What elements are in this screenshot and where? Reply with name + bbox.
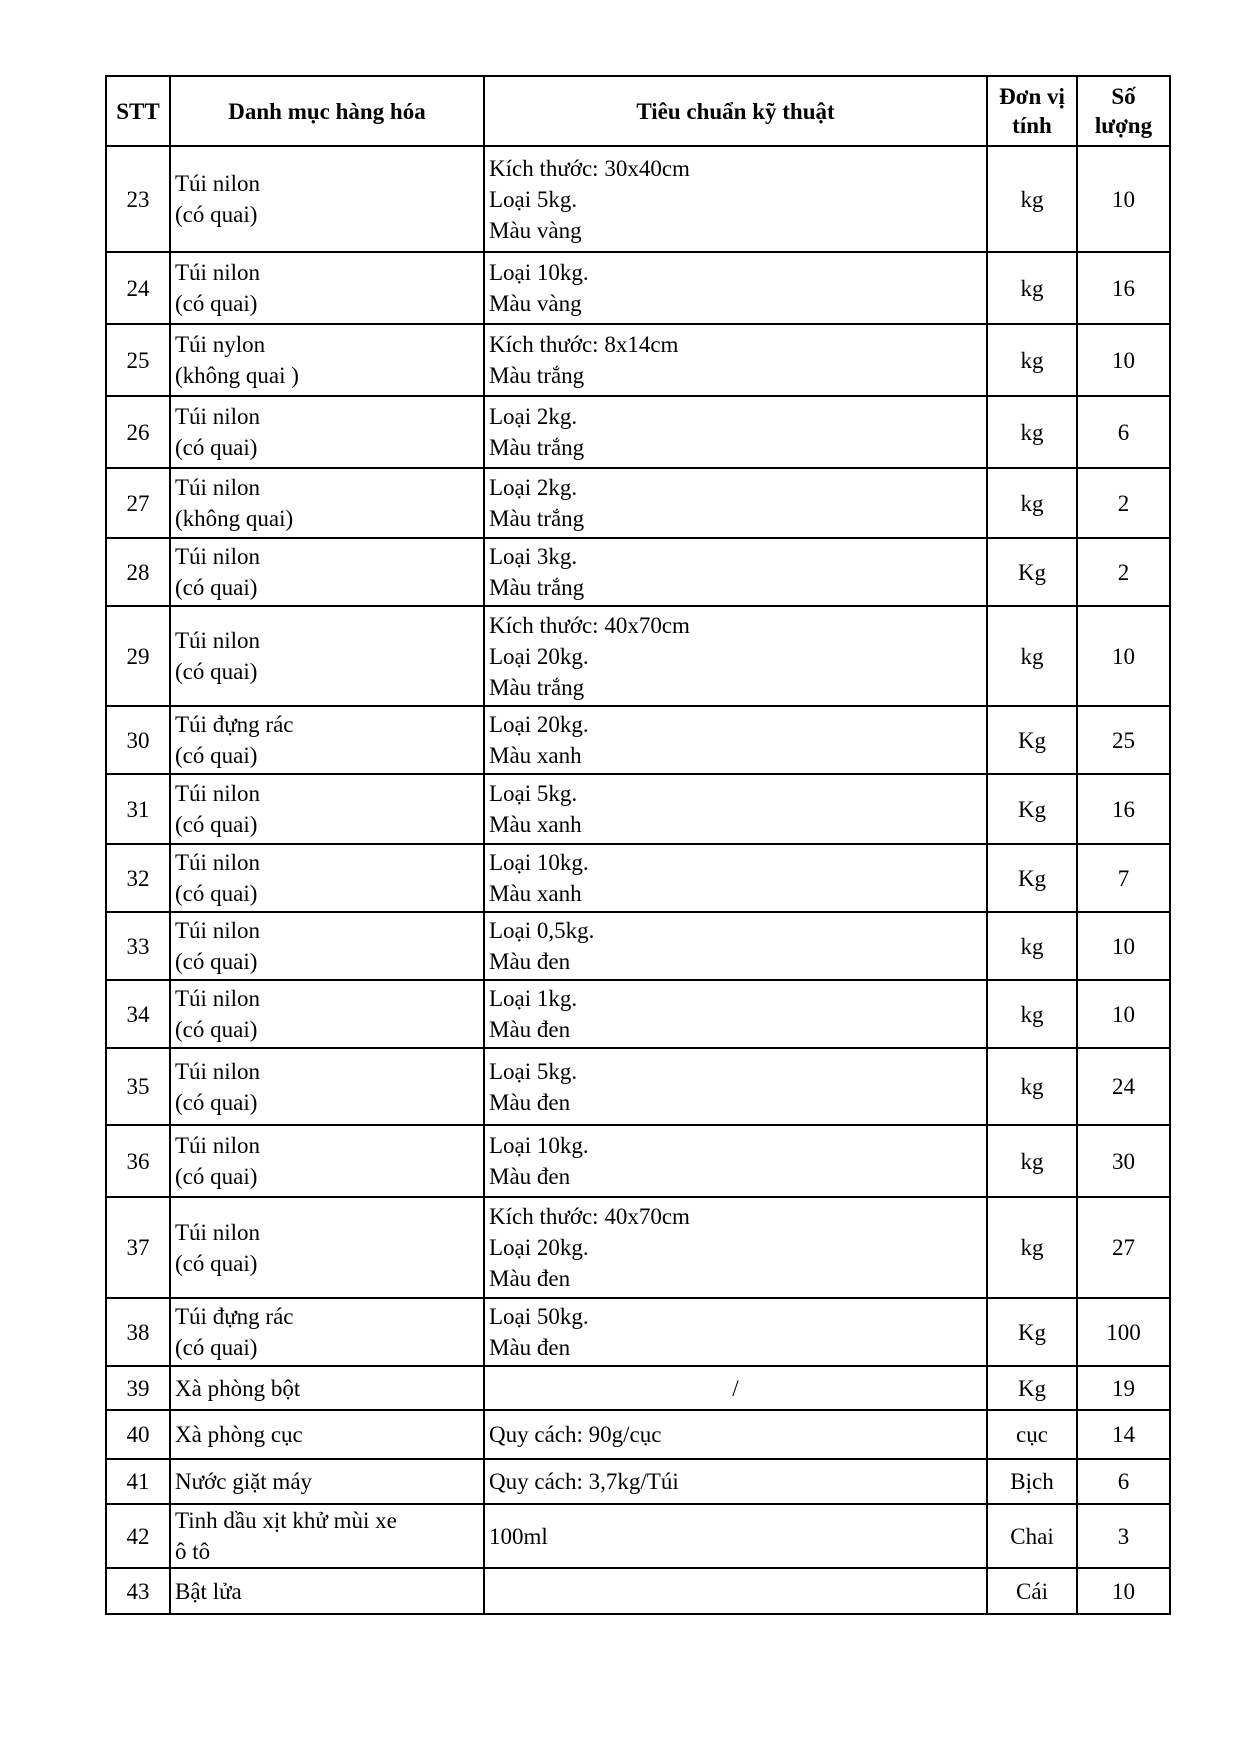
table-row (106, 774, 1170, 844)
table-row (106, 1197, 1170, 1298)
row-unit: kg (987, 252, 1077, 324)
row-spec (484, 1048, 987, 1125)
row-spec-line: Màu xanh (489, 812, 582, 837)
row-spec-line: 100ml (489, 1523, 548, 1549)
row-name-line: (có quai) (175, 1017, 258, 1042)
table-row (106, 324, 1170, 396)
row-qty: 6 (1077, 396, 1170, 468)
row-spec-line: Loại 20kg. (489, 643, 589, 669)
row-stt: 34 (106, 980, 170, 1048)
table-row (106, 396, 1170, 468)
row-spec (484, 1568, 987, 1614)
row-name-line: Túi đựng rác (175, 712, 294, 737)
table-row (106, 1568, 1170, 1614)
header-unit-line: tính (1012, 113, 1052, 138)
row-name (170, 980, 484, 1048)
row-name-line: Túi nilon (175, 986, 260, 1011)
row-qty: 30 (1077, 1125, 1170, 1197)
row-name-line: Túi nilon (175, 260, 260, 285)
row-spec (484, 606, 987, 706)
table-row (106, 912, 1170, 980)
row-name (170, 1125, 484, 1197)
row-name-line: (có quai) (175, 1089, 258, 1115)
row-unit: kg (987, 912, 1077, 980)
row-name-line: Túi nylon (175, 332, 266, 357)
row-qty: 2 (1077, 468, 1170, 538)
row-stt: 31 (106, 774, 170, 844)
row-spec-line: Quy cách: 90g/cục (489, 1422, 662, 1447)
row-stt: 41 (106, 1459, 170, 1504)
row-name (170, 774, 484, 844)
row-name-line: (không quai) (175, 506, 294, 531)
row-qty: 3 (1077, 1504, 1170, 1568)
row-name (170, 1459, 484, 1504)
header-qty (1077, 76, 1170, 146)
row-unit: kg (987, 146, 1077, 252)
row-qty: 10 (1077, 1568, 1170, 1614)
row-spec-line: Loại 10kg. (489, 850, 589, 875)
row-name-line: Túi nilon (175, 171, 260, 196)
table-row (106, 1366, 1170, 1410)
row-name-line: (có quai) (175, 575, 258, 600)
row-qty: 10 (1077, 606, 1170, 706)
header-unit-line: Đơn vị (999, 84, 1065, 109)
row-name (170, 1048, 484, 1125)
header-qty-line: lượng (1094, 113, 1153, 138)
row-spec (484, 706, 987, 774)
row-spec-line: Màu trắng (489, 575, 585, 600)
row-unit: kg (987, 1125, 1077, 1197)
row-unit: Kg (987, 706, 1077, 774)
row-unit: kg (987, 468, 1077, 538)
row-spec (484, 1298, 987, 1366)
row-name-line: Túi nilon (175, 404, 260, 429)
row-name-line: Túi nilon (175, 1133, 260, 1158)
row-name-line: Nước giặt máy (175, 1469, 313, 1494)
row-spec (484, 844, 987, 912)
row-name (170, 538, 484, 606)
row-spec-line: Loại 20kg. (489, 712, 589, 737)
row-name-line: Túi nilon (175, 475, 260, 500)
row-name-line: (có quai) (175, 202, 258, 227)
header-row (106, 76, 1170, 146)
row-spec-line: Loại 10kg. (489, 1133, 589, 1158)
row-qty: 10 (1077, 146, 1170, 252)
row-stt: 24 (106, 252, 170, 324)
row-name-line: (có quai) (175, 1335, 258, 1360)
row-name (170, 324, 484, 396)
table-row (106, 1504, 1170, 1568)
row-spec (484, 396, 987, 468)
row-unit: Cái (987, 1568, 1077, 1614)
row-name-line: (có quai) (175, 435, 258, 460)
row-spec-line: Màu vàng (489, 217, 582, 243)
row-name-line: Xà phòng cục (175, 1422, 303, 1447)
row-unit: Kg (987, 1366, 1077, 1410)
row-spec-line: Màu đen (489, 1335, 571, 1360)
row-name (170, 146, 484, 252)
row-stt: 27 (106, 468, 170, 538)
row-spec (484, 1459, 987, 1504)
row-unit: Bịch (987, 1459, 1077, 1504)
row-qty: 10 (1077, 912, 1170, 980)
row-spec (484, 1410, 987, 1459)
row-unit: kg (987, 324, 1077, 396)
row-stt: 42 (106, 1504, 170, 1568)
row-spec-line: Màu trắng (489, 674, 585, 700)
row-spec (484, 1366, 987, 1410)
row-name-line: Tinh dầu xịt khử mùi xe (175, 1508, 397, 1533)
row-stt: 37 (106, 1197, 170, 1298)
row-stt: 33 (106, 912, 170, 980)
row-name (170, 844, 484, 912)
row-stt: 25 (106, 324, 170, 396)
row-name-line: (có quai) (175, 1164, 258, 1189)
row-qty: 10 (1077, 980, 1170, 1048)
row-spec-line: Loại 20kg. (489, 1235, 589, 1260)
row-stt: 35 (106, 1048, 170, 1125)
table-row (106, 538, 1170, 606)
row-stt: 28 (106, 538, 170, 606)
row-name-line: Túi nilon (175, 1058, 260, 1084)
row-name-line: Bật lửa (175, 1578, 242, 1604)
row-spec-line: Màu trắng (489, 363, 585, 388)
table-row (106, 706, 1170, 774)
row-name-line: (có quai) (175, 812, 258, 837)
row-name (170, 1568, 484, 1614)
row-name-line: Túi nilon (175, 544, 260, 569)
row-spec-line: Màu xanh (489, 881, 582, 906)
row-spec-line: Màu đen (489, 1266, 571, 1291)
row-spec-line: Màu vàng (489, 291, 582, 316)
row-name-line: (có quai) (175, 291, 258, 316)
row-unit: kg (987, 396, 1077, 468)
row-name-line: Túi nilon (175, 918, 260, 943)
row-qty: 19 (1077, 1366, 1170, 1410)
row-spec-line: Màu đen (489, 1164, 571, 1189)
row-spec-line: Quy cách: 3,7kg/Túi (489, 1469, 679, 1494)
row-spec-line: Màu trắng (489, 435, 585, 460)
table-row (106, 1459, 1170, 1504)
row-qty: 6 (1077, 1459, 1170, 1504)
row-spec-line: Kích thước: 40x70cm (489, 612, 690, 638)
row-spec (484, 912, 987, 980)
row-spec-line: Kích thước: 30x40cm (489, 155, 690, 181)
row-unit: cục (987, 1410, 1077, 1459)
row-spec (484, 252, 987, 324)
row-qty: 2 (1077, 538, 1170, 606)
row-spec (484, 774, 987, 844)
row-name (170, 1410, 484, 1459)
row-unit: Kg (987, 1298, 1077, 1366)
row-name (170, 1504, 484, 1568)
row-stt: 23 (106, 146, 170, 252)
row-spec (484, 538, 987, 606)
row-spec (484, 146, 987, 252)
row-name-line: (có quai) (175, 949, 258, 974)
row-spec-line: Loại 5kg. (489, 1058, 578, 1084)
row-name-line: Túi nilon (175, 850, 260, 875)
row-stt: 43 (106, 1568, 170, 1614)
row-stt: 30 (106, 706, 170, 774)
row-name (170, 606, 484, 706)
row-unit: Chai (987, 1504, 1077, 1568)
row-stt: 39 (106, 1366, 170, 1410)
row-unit: kg (987, 980, 1077, 1048)
row-spec-line: Màu đen (489, 949, 571, 974)
row-spec-line: Loại 10kg. (489, 260, 589, 285)
row-spec-line: Loại 3kg. (489, 544, 578, 569)
row-unit: Kg (987, 774, 1077, 844)
table-row (106, 1048, 1170, 1125)
row-spec-line: Loại 0,5kg. (489, 918, 595, 943)
header-qty-line: Số (1111, 84, 1136, 109)
row-spec (484, 980, 987, 1048)
goods-table (105, 75, 1171, 1615)
row-name-line: (có quai) (175, 881, 258, 906)
row-spec-line: Màu đen (489, 1089, 571, 1115)
table-row (106, 1125, 1170, 1197)
row-qty: 7 (1077, 844, 1170, 912)
row-spec-line: Màu xanh (489, 743, 582, 768)
row-name-line: (có quai) (175, 659, 258, 684)
row-spec (484, 324, 987, 396)
row-unit: kg (987, 1197, 1077, 1298)
row-name-line: (có quai) (175, 1250, 258, 1276)
row-spec-line: Loại 5kg. (489, 781, 578, 806)
row-spec-line: Loại 50kg. (489, 1304, 589, 1329)
table-row (106, 1410, 1170, 1459)
header-unit (987, 76, 1077, 146)
row-name-line: Túi nilon (175, 628, 260, 653)
row-unit: kg (987, 606, 1077, 706)
row-name (170, 912, 484, 980)
row-name (170, 706, 484, 774)
row-name (170, 1298, 484, 1366)
row-unit: Kg (987, 844, 1077, 912)
row-stt: 29 (106, 606, 170, 706)
row-spec-line: Loại 1kg. (489, 986, 578, 1011)
row-name-line: Túi nilon (175, 1219, 260, 1245)
row-qty: 14 (1077, 1410, 1170, 1459)
header-stt: STT (106, 76, 170, 146)
row-spec (484, 1125, 987, 1197)
row-name (170, 1197, 484, 1298)
row-name-line: Túi nilon (175, 781, 260, 806)
row-spec-line: Loại 2kg. (489, 475, 578, 500)
row-qty: 25 (1077, 706, 1170, 774)
row-qty: 24 (1077, 1048, 1170, 1125)
row-spec-line: / (732, 1375, 739, 1401)
row-unit: Kg (987, 538, 1077, 606)
table-row (106, 844, 1170, 912)
table-row (106, 468, 1170, 538)
row-qty: 27 (1077, 1197, 1170, 1298)
row-spec (484, 468, 987, 538)
row-stt: 32 (106, 844, 170, 912)
row-name (170, 468, 484, 538)
table-row (106, 606, 1170, 706)
row-spec-line: Kích thước: 40x70cm (489, 1204, 690, 1229)
header-name: Danh mục hàng hóa (170, 76, 484, 146)
row-name-line: (có quai) (175, 743, 258, 768)
row-name (170, 396, 484, 468)
table-row (106, 252, 1170, 324)
row-stt: 38 (106, 1298, 170, 1366)
table-row (106, 980, 1170, 1048)
row-qty: 16 (1077, 252, 1170, 324)
row-spec-line: Màu đen (489, 1017, 571, 1042)
row-spec-line: Màu trắng (489, 506, 585, 531)
row-spec (484, 1504, 987, 1568)
row-name-line: (không quai ) (175, 363, 299, 388)
table-row (106, 1298, 1170, 1366)
row-name-line: Xà phòng bột (175, 1375, 301, 1401)
row-name (170, 1366, 484, 1410)
row-stt: 26 (106, 396, 170, 468)
row-name-line: ô tô (175, 1539, 211, 1564)
header-spec: Tiêu chuẩn kỹ thuật (484, 76, 987, 146)
row-spec-line: Loại 2kg. (489, 404, 578, 429)
table-row (106, 146, 1170, 252)
table-body (106, 146, 1170, 1614)
row-qty: 16 (1077, 774, 1170, 844)
row-qty: 10 (1077, 324, 1170, 396)
row-unit: kg (987, 1048, 1077, 1125)
row-name (170, 252, 484, 324)
row-spec-line: Loại 5kg. (489, 186, 578, 212)
row-qty: 100 (1077, 1298, 1170, 1366)
row-stt: 36 (106, 1125, 170, 1197)
row-spec-line: Kích thước: 8x14cm (489, 332, 679, 357)
row-name-line: Túi đựng rác (175, 1304, 294, 1329)
row-stt: 40 (106, 1410, 170, 1459)
row-spec (484, 1197, 987, 1298)
